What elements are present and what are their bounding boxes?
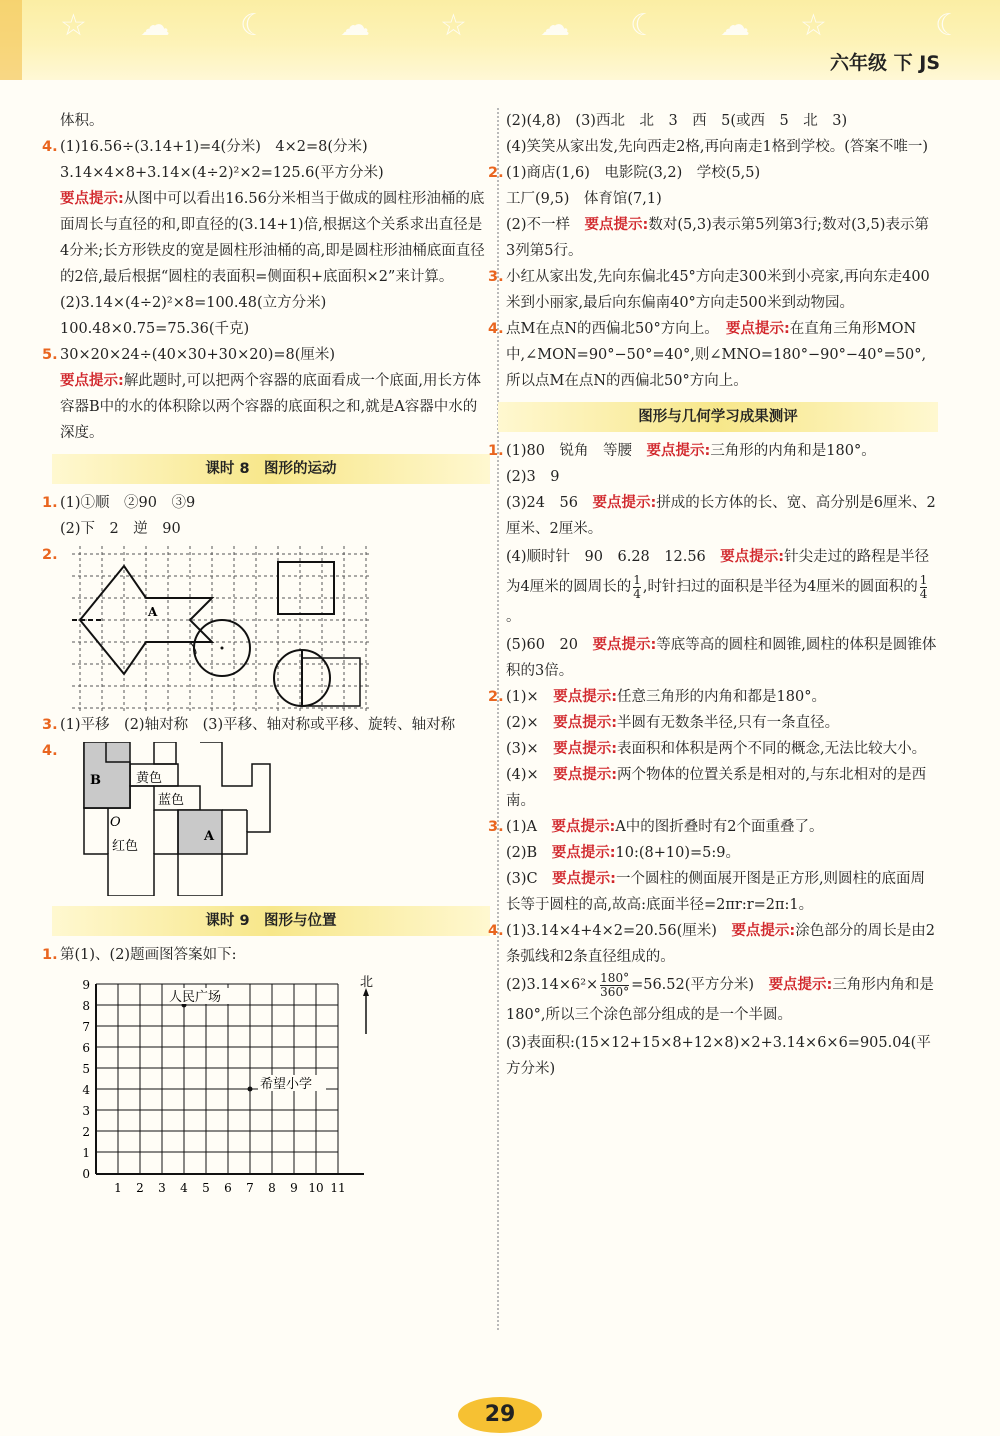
face-yellow-label: 黄色: [136, 771, 163, 786]
text-line: (3)24 56: [506, 495, 593, 511]
text-line: (2)B: [506, 845, 552, 861]
face-b-label: B: [90, 773, 101, 788]
fraction-numerator: 1: [919, 572, 928, 587]
hint-block: [506, 542, 938, 632]
fraction: [920, 574, 928, 601]
fraction-numerator: 1: [633, 572, 641, 587]
text-line: (2)3.14×(4÷2)²×8=100.48(立方分米): [60, 295, 327, 311]
hint-text: 等底等高的圆柱和圆锥,圆柱的体积是圆锥体积的3倍。: [506, 637, 937, 679]
hint-label: 要点提示:: [553, 715, 618, 731]
transform-figure: [72, 546, 392, 712]
x-tick: 2: [136, 1181, 144, 1195]
hint-label: 要点提示:: [60, 191, 124, 207]
hint-block: [506, 840, 938, 866]
text-line: 点M在点N的西偏北50°方向上。: [506, 321, 726, 337]
answer-4b: [42, 738, 490, 898]
cloud-icon: ☁: [340, 8, 370, 43]
text-line: (3)表面积:(15×12+15×8+12×8)×2+3.14×6×6=905.04(平方分米): [506, 1035, 931, 1077]
hint-text: 三角形的内角和是180°。: [710, 443, 876, 459]
hint-block: [506, 632, 938, 684]
y-tick: 3: [82, 1104, 90, 1118]
moon-icon: ☾: [935, 8, 962, 43]
star-icon: ☆: [440, 8, 467, 43]
hint-text: 10:(8+10)=5:9。: [615, 845, 740, 861]
moon-icon: ☾: [630, 8, 657, 43]
face-o-label: O: [110, 815, 121, 830]
net-figure: [82, 742, 282, 896]
question-number: 2.: [488, 165, 504, 181]
cloud-icon: ☁: [140, 8, 170, 43]
left-column: [42, 108, 490, 1204]
hint-text: 数对(5,3)表示第5列第3行;数对(3,5)表示第3列第5行。: [506, 217, 929, 259]
text-line: 3.14×4×8+3.14×(4÷2)²×2=125.6(平方分米): [60, 165, 384, 181]
y-tick: 5: [82, 1062, 90, 1076]
x-tick: 11: [330, 1181, 346, 1195]
hint-label: 要点提示:: [720, 549, 785, 565]
x-tick: 1: [114, 1181, 122, 1195]
question-number: 1.: [42, 495, 58, 511]
question-number: 5.: [42, 347, 58, 363]
fraction-denominator: 4: [633, 586, 641, 601]
x-tick: 5: [202, 1181, 210, 1195]
face-red-label: 红色: [112, 839, 139, 854]
answer-3: [42, 712, 490, 738]
answer-2: [42, 542, 490, 712]
text-line: (2)×: [506, 715, 554, 731]
question-number: 1.: [42, 947, 58, 963]
y-tick: 4: [82, 1083, 90, 1097]
y-tick: 6: [82, 1041, 90, 1055]
test-4: [488, 918, 938, 970]
text-line: (2)3.14×6²×: [506, 977, 599, 993]
question-number: 2.: [42, 547, 58, 563]
test-1: [488, 438, 938, 464]
text-line: 体积。: [60, 113, 104, 129]
text-line: (1)①顺 ②90 ③9: [60, 495, 196, 511]
hint-text: 解此题时,可以把两个容器的底面看成一个底面,用长方体容器B中的水的体积除以两个容器的底面积之和,就是A容器中水的深度。: [60, 373, 482, 441]
text-line: (1)3.14×4+4×2=20.56(厘米): [506, 923, 732, 939]
answer-3: [488, 264, 938, 316]
hint-text: 三角形内角和是180°,所以三个涂色部分组成的是一个半圆。: [506, 977, 934, 1023]
hint-text: 从图中可以看出16.56分米相当于做成的圆柱形油桶的底面周长与直径的和,即直径的(3.14+1)倍,根据这个关系求出直径是4分米;长方形铁皮的宽是圆柱形油桶的高,即是圆柱形油桶底面直径的2倍,最后根据“圆柱的表面积=侧面积+底面积×2”来计算。: [60, 191, 485, 285]
question-number: 2.: [488, 689, 504, 705]
fraction: [633, 574, 641, 601]
text-line: (4)笑笑从家出发,先向西走2格,再向南走1格到学校。(答案不唯一): [506, 139, 929, 155]
x-tick: 10: [308, 1181, 324, 1195]
hint-label: 要点提示:: [60, 373, 124, 389]
hint-text: 表面积和体积是两个不同的概念,无法比较大小。: [617, 741, 927, 757]
hint-label: 要点提示:: [584, 217, 649, 233]
text-line: 30×20×24÷(40×30+30×20)=8(厘米): [60, 347, 336, 363]
cloud-icon: ☁: [540, 8, 570, 43]
text-line: (1)平移 (2)轴对称 (3)平移、轴对称或平移、旋转、轴对称: [60, 717, 456, 733]
text-line: (3)×: [506, 741, 554, 757]
text-line: 第(1)、(2)题画图答案如下:: [60, 947, 237, 963]
question-number: 4.: [488, 321, 504, 337]
hint-label: 要点提示:: [553, 689, 618, 705]
answer-4: [42, 134, 490, 160]
hint-label: 要点提示:: [552, 871, 616, 887]
shape-a-label: A: [148, 605, 158, 619]
y-tick: 8: [82, 999, 90, 1013]
column-divider: [497, 108, 499, 1330]
hint-text: 。: [506, 609, 521, 625]
north-label: 北: [360, 975, 374, 990]
answer-4: [488, 316, 938, 394]
answer-1: [42, 942, 490, 968]
y-tick: 9: [82, 978, 90, 992]
text-line: (2)下 2 逆 90: [60, 521, 181, 537]
star-icon: ☆: [800, 8, 827, 43]
place-hope-school: 希望小学: [260, 1077, 313, 1092]
hint-label: 要点提示:: [553, 741, 618, 757]
star-icon: ☆: [60, 8, 87, 43]
text-line: (4)×: [506, 767, 554, 783]
hint-text: A中的图折叠时有2个面重叠了。: [615, 819, 824, 835]
hint-block: [506, 736, 938, 762]
hint-text: 任意三角形的内角和都是180°。: [617, 689, 826, 705]
right-column: [488, 108, 938, 1082]
x-tick: 7: [246, 1181, 254, 1195]
y-tick: 7: [82, 1020, 90, 1034]
x-tick: 3: [158, 1181, 166, 1195]
hint-text: 涂色部分的周长是由2条弧线和2条直径组成的。: [506, 923, 935, 965]
text-line: (1)A: [506, 819, 552, 835]
hint-label: 要点提示:: [768, 977, 833, 993]
y-tick: 0: [82, 1167, 90, 1181]
section-heading: 课时 9 图形与位置: [52, 906, 490, 936]
question-number: 4.: [42, 139, 58, 155]
hint-text: 在直角三角形MON中,∠MON=90°−50°=40°,则∠MNO=180°−90°−40°=50°,所以点M在点N的西偏北50°方向上。: [506, 321, 927, 389]
fraction: [600, 972, 629, 999]
text-line: (5)60 20: [506, 637, 593, 653]
face-blue-label: 蓝色: [158, 793, 185, 808]
text-line: (2)3 9: [506, 469, 560, 485]
question-number: 3.: [42, 717, 58, 733]
text-line: (1)商店(1,6) 电影院(3,2) 学校(5,5): [506, 165, 761, 181]
moon-icon: ☾: [240, 8, 267, 43]
question-number: 4.: [488, 923, 504, 939]
face-a-label: A: [204, 829, 215, 844]
text-line: (2)(4,8) (3)西北 北 3 西 5(或西 5 北 3): [506, 113, 848, 129]
y-tick: 1: [82, 1146, 90, 1160]
x-tick: 4: [180, 1181, 188, 1195]
hint-text: 两个物体的位置关系是相对的,与东北相对的是西南。: [506, 767, 927, 809]
section-heading: 图形与几何学习成果测评: [498, 402, 938, 432]
text-line: (1)×: [506, 689, 554, 705]
hint-text: 一个圆柱的侧面展开图是正方形,则圆柱的底面周长等于圆柱的高,故高:底面半径=2πr:r=2π:1。: [506, 871, 926, 913]
fraction-denominator: 4: [919, 586, 928, 601]
answer-2: [488, 160, 938, 186]
position-grid: [74, 974, 384, 1204]
hint-text: ,时针扫过的面积是半径为4厘米的圆面积的: [642, 579, 918, 595]
text-line: (1)80 锐角 等腰: [506, 443, 647, 459]
question-number: 4.: [42, 743, 58, 759]
hint-text: 针尖走过的路程是半径为4厘米的圆周长的: [506, 549, 930, 595]
hint-label: 要点提示:: [592, 637, 657, 653]
text-line: (1)16.56÷(3.14+1)=4(分米) 4×2=8(分米): [60, 139, 368, 155]
grade-label: 六年级 下 JS: [830, 52, 940, 74]
question-number: 3.: [488, 819, 504, 835]
cloud-icon: ☁: [720, 8, 750, 43]
answer-5: [42, 342, 490, 368]
hint-text: 半圆有无数条半径,只有一条直径。: [617, 715, 840, 731]
hint-label: 要点提示:: [646, 443, 711, 459]
question-number: 3.: [488, 269, 504, 285]
hint-block: [506, 710, 938, 736]
hint-label: 要点提示:: [725, 321, 790, 337]
hint-label: 要点提示:: [731, 923, 796, 939]
hint-block: [506, 212, 938, 264]
header-stripe: [0, 0, 22, 80]
text-line: (4)顺时针 90 6.28 12.56: [506, 549, 721, 565]
y-tick: 2: [82, 1125, 90, 1139]
text-line: (2)不一样: [506, 217, 585, 233]
x-tick: 6: [224, 1181, 232, 1195]
hint-label: 要点提示:: [551, 845, 616, 861]
hint-label: 要点提示:: [551, 819, 616, 835]
text-line: 100.48×0.75=75.36(千克): [60, 321, 250, 337]
hint-label: 要点提示:: [553, 767, 618, 783]
hint-block: [60, 186, 490, 290]
hint-block: [60, 368, 490, 446]
question-number: 1.: [488, 443, 504, 459]
page-number: 29: [458, 1397, 542, 1433]
fraction-denominator: 360°: [600, 984, 630, 999]
hint-block: [506, 866, 938, 918]
place-people-square: 人民广场: [169, 990, 222, 1005]
text-line: =56.52(平方分米): [631, 977, 769, 993]
text-line: (3)C: [506, 871, 553, 887]
page-header: [0, 0, 1000, 80]
hint-block: [506, 970, 938, 1030]
x-tick: 8: [268, 1181, 276, 1195]
text-line: 小红从家出发,先向东偏北45°方向走300米到小亮家,再向东走400米到小丽家,最后向东偏南40°方向走500米到动物园。: [506, 269, 930, 311]
test-3: [488, 814, 938, 840]
test-2: [488, 684, 938, 710]
hint-text: 拼成的长方体的长、宽、高分别是6厘米、2厘米、2厘米。: [506, 495, 936, 537]
hint-label: 要点提示:: [592, 495, 657, 511]
answer-1: [42, 490, 490, 516]
hint-block: [506, 490, 938, 542]
hint-block: [506, 762, 938, 814]
fraction-numerator: 180°: [600, 970, 630, 985]
section-heading: 课时 8 图形的运动: [52, 454, 490, 484]
x-tick: 9: [290, 1181, 298, 1195]
text-line: 工厂(9,5) 体育馆(7,1): [506, 191, 662, 207]
